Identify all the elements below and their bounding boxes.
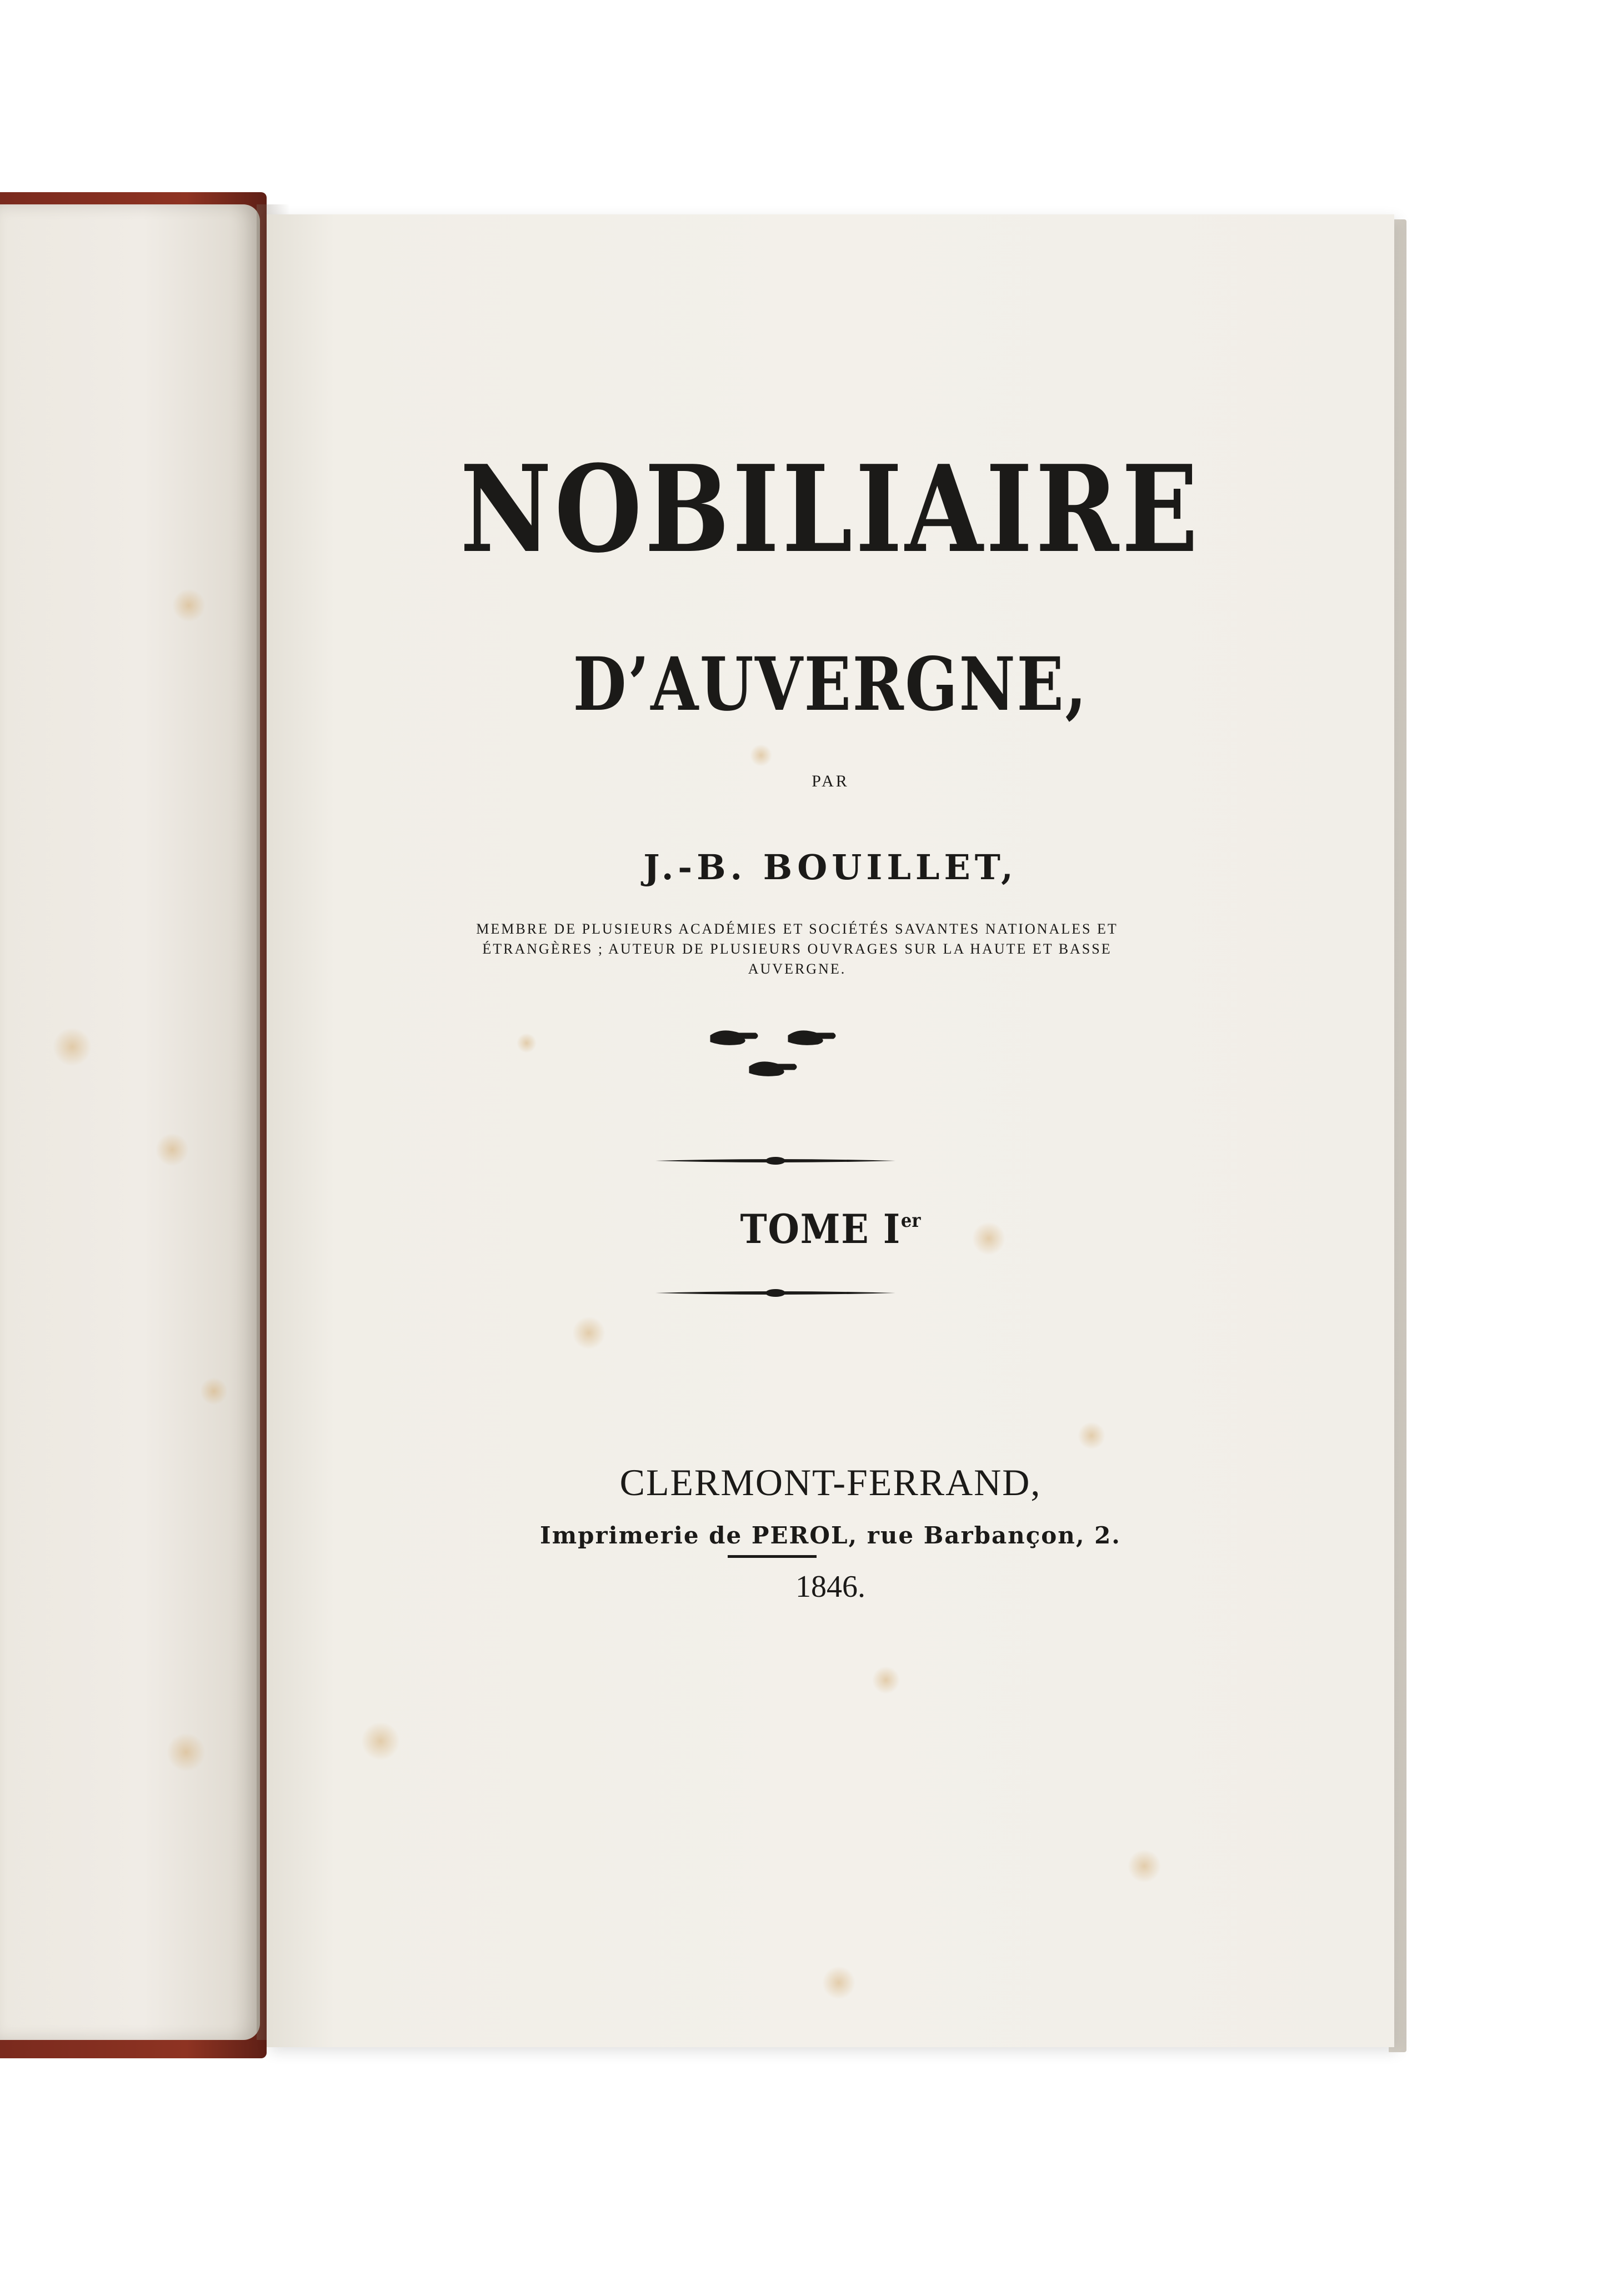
book-title: NOBILIAIRE xyxy=(460,439,1201,579)
imprint-year: 1846. xyxy=(795,1570,865,1604)
left-page xyxy=(0,204,260,2040)
foxing-spot xyxy=(572,1316,605,1350)
volume-label: TOME I xyxy=(740,1205,901,1252)
ornamental-rule-top xyxy=(655,1155,895,1166)
foxing-spot xyxy=(872,1666,900,1694)
author-name: J.-B. BOUILLET, xyxy=(643,847,1018,888)
foxing-spot xyxy=(53,1027,92,1066)
by-label: PAR xyxy=(812,772,849,790)
pointing-hands-icon xyxy=(700,1019,855,1086)
imprint-rule xyxy=(728,1555,817,1558)
foxing-spot xyxy=(200,1377,228,1405)
volume-number xyxy=(323,1205,1338,1252)
foxing-spot xyxy=(750,744,772,766)
book-subtitle: D’AUVERGNE, xyxy=(573,641,1088,728)
foxing-spot xyxy=(517,1033,537,1053)
foxing-spot xyxy=(167,1733,206,1772)
author-credentials: MEMBRE DE PLUSIEURS ACADÉMIES ET SOCIÉTÉS SAVANTES NATIONALES ET ÉTRANGÈRES ; AUTEUR DE PLUSIEURS OUVRAGES SUR LA HAUTE ET BASSE AUVERGNE. xyxy=(476,921,1118,977)
ornamental-rule-bottom xyxy=(655,1287,895,1299)
foxing-spot xyxy=(361,1722,400,1761)
imprint-place: CLERMONT-FERRAND, xyxy=(619,1461,1042,1503)
foxing-spot xyxy=(822,1966,855,1999)
foxing-spot xyxy=(1078,1422,1105,1450)
imprint-printer: Imprimerie de PEROL, rue Barbançon, 2. xyxy=(540,1522,1121,1549)
foxing-spot xyxy=(156,1133,189,1166)
foxing-spot xyxy=(1128,1849,1161,1883)
volume-suffix: er xyxy=(900,1210,921,1232)
foxing-spot xyxy=(172,589,206,622)
